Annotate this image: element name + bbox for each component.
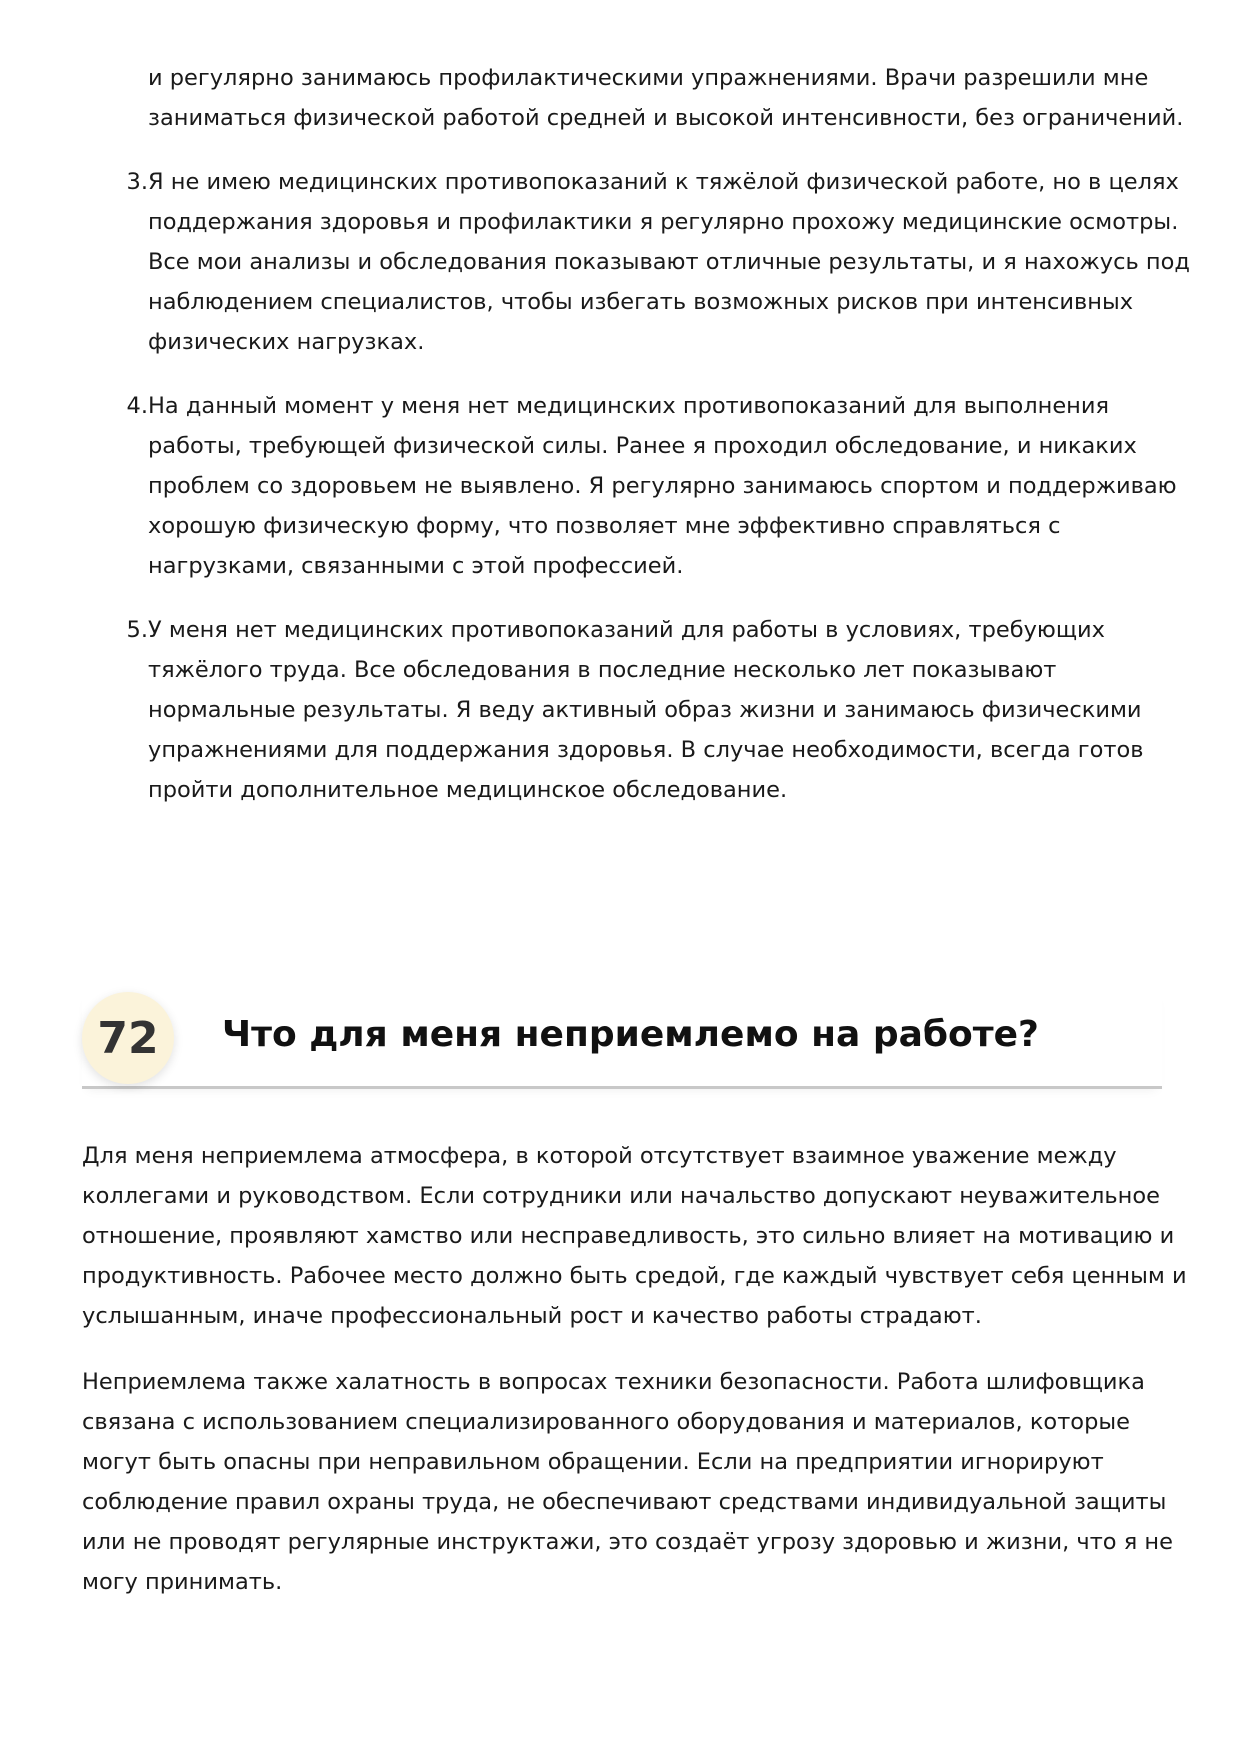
paragraph	[82, 1362, 1173, 1602]
text-line: нагрузками, связанными с этой профессией.	[148, 553, 684, 579]
text-line: Неприемлема также халатность в вопросах техники безопасности. Работа шлифовщика	[82, 1369, 1145, 1395]
text-line: могут быть опасны при неправильном обращении. Если на предприятии игнорируют	[82, 1449, 1104, 1475]
text-line: услышанным, иначе профессиональный рост и качество работы страдают.	[82, 1303, 982, 1329]
section-header	[82, 990, 1162, 1089]
text-line: У меня нет медицинских противопоказаний для работы в условиях, требующих	[148, 617, 1105, 643]
text-line: проблем со здоровьем не выявлено. Я регулярно занимаюсь спортом и поддерживаю	[148, 473, 1177, 499]
list-item-number: 5.	[126, 617, 148, 643]
list-item	[82, 58, 1184, 138]
text-line: наблюдением специалистов, чтобы избегать возможных рисков при интенсивных	[148, 289, 1134, 315]
text-line: и регулярно занимаюсь профилактическими упражнениями. Врачи разрешили мне	[148, 65, 1149, 91]
list-item	[82, 386, 1177, 586]
list-item-text	[148, 162, 1190, 362]
list-item-number: 4.	[126, 393, 148, 419]
text-line: продуктивность. Рабочее место должно быть средой, где каждый чувствует себя ценным и	[82, 1263, 1187, 1289]
text-line: На данный момент у меня нет медицинских противопоказаний для выполнения	[148, 393, 1110, 419]
list-item	[82, 610, 1172, 810]
list-item-text	[148, 386, 1177, 586]
text-line: физических нагрузках.	[148, 329, 425, 355]
text-line: работы, требующей физической силы. Ранее я проходил обследование, и никаких	[148, 433, 1137, 459]
text-line: пройти дополнительное медицинское обследование.	[148, 777, 788, 803]
text-line: соблюдение правил охраны труда, не обеспечивают средствами индивидуальной защиты	[82, 1489, 1167, 1515]
list-item	[82, 162, 1190, 362]
text-line: нормальные результаты. Я веду активный образ жизни и занимаюсь физическими	[148, 697, 1142, 723]
text-line: могу принимать.	[82, 1569, 283, 1595]
text-line: заниматься физической работой средней и высокой интенсивности, без ограничений.	[148, 105, 1184, 131]
paragraph	[82, 1136, 1187, 1336]
list-item-number: 3.	[126, 169, 148, 195]
text-line: тяжёлого труда. Все обследования в последние несколько лет показывают	[148, 657, 1057, 683]
text-line: упражнениями для поддержания здоровья. В случае необходимости, всегда готов	[148, 737, 1144, 763]
text-line: связана с использованием специализированного оборудования и материалов, которые	[82, 1409, 1130, 1435]
numbered-list	[82, 58, 1190, 834]
text-line: коллегами и руководством. Если сотрудники или начальство допускают неуважительное	[82, 1183, 1160, 1209]
text-line: Все мои анализы и обследования показывают отличные результаты, и я нахожусь под	[148, 249, 1190, 275]
list-item-text	[148, 610, 1172, 810]
text-line: отношение, проявляют хамство или несправедливость, это сильно влияет на мотивацию и	[82, 1223, 1175, 1249]
section-title: Что для меня неприемлемо на работе?	[222, 1014, 1039, 1055]
text-line: Я не имею медицинских противопоказаний к тяжёлой физической работе, но в целях	[148, 169, 1179, 195]
list-item-text	[148, 58, 1183, 138]
text-line: или не проводят регулярные инструктажи, это создаёт угрозу здоровью и жизни, что я не	[82, 1529, 1173, 1555]
text-line: хорошую физическую форму, что позволяет мне эффективно справляться с	[148, 513, 1061, 539]
text-line: Для меня неприемлема атмосфера, в которой отсутствует взаимное уважение между	[82, 1143, 1117, 1169]
section-number-badge: 72	[82, 992, 174, 1084]
text-line: поддержания здоровья и профилактики я регулярно прохожу медицинские осмотры.	[148, 209, 1179, 235]
